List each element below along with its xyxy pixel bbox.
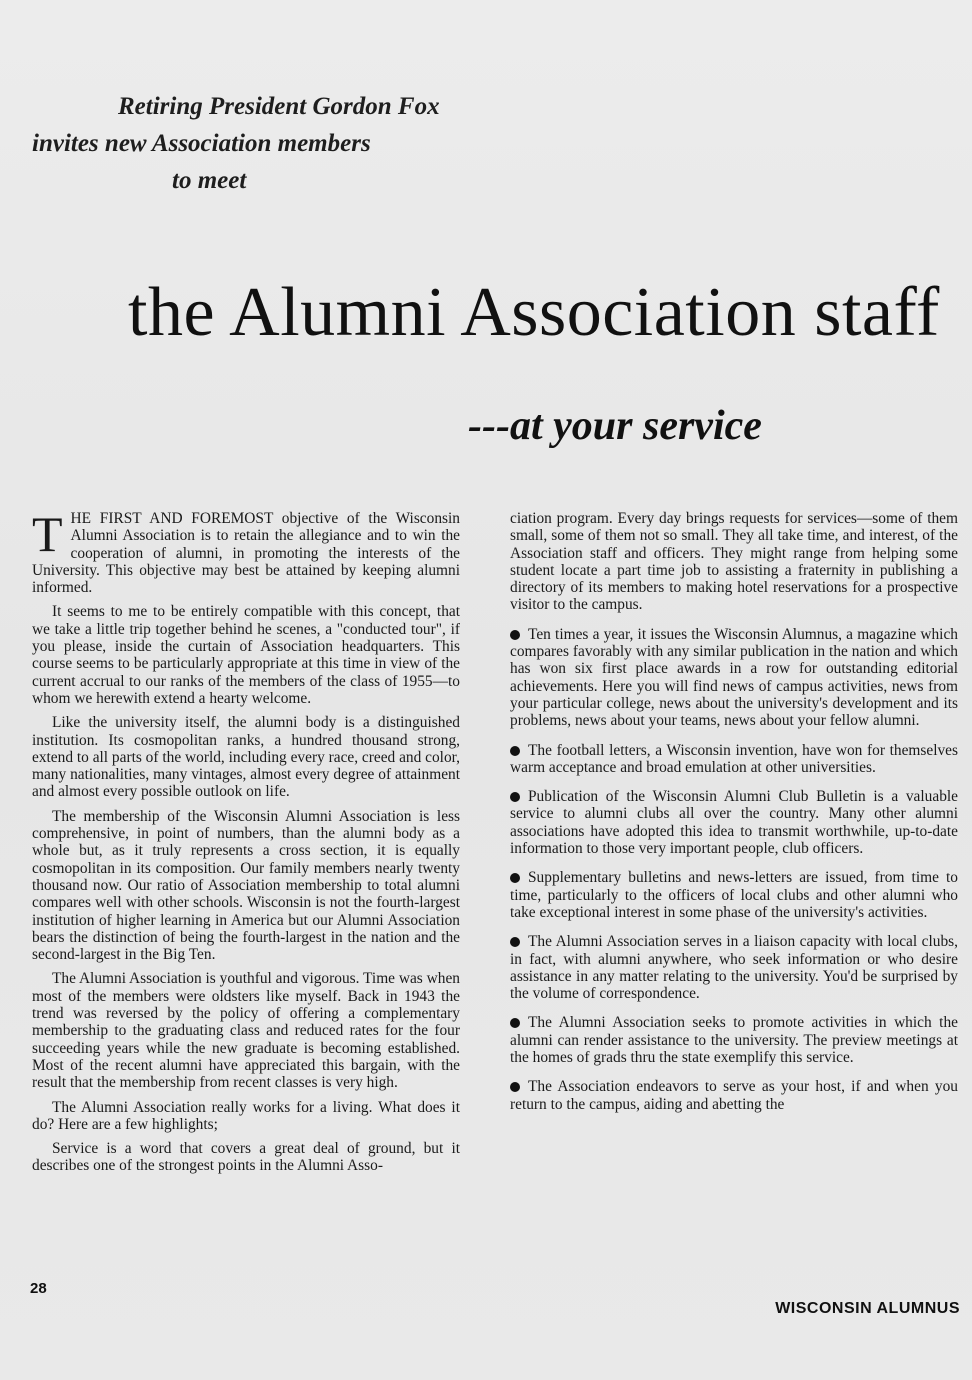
bullet-item: Ten times a year, it issues the Wisconsin Alumnus, a magazine which compares favorably with any similar publication in the nation and which has won six first place awards in a row for outstanding editorial achievements. Here you will find news of campus activities, news from your particular college, news about the university's development and its problems, news about your teams, news about your fellow alumni. bbox=[510, 625, 958, 730]
bullet-item: The Alumni Association seeks to promote activities in which the alumni can render assistance to the university. The preview meetings at the homes of grads thru the state exemplify this service. bbox=[510, 1014, 958, 1067]
bullet-icon bbox=[510, 873, 520, 883]
paragraph: Like the university itself, the alumni body is a distinguished institution. Its cosmopolitan ranks, a hundred thousand strong, extend to all parts of the world, including every race, creed and color, many nationalities, many vintages, almost every degree of attainment and almost every possible outlook on life. bbox=[32, 714, 461, 801]
bullet-icon bbox=[510, 630, 520, 640]
intro-line-2: invites new Association members bbox=[32, 130, 371, 157]
paragraph: The Alumni Association is youthful and vigorous. Time was when most of the members were oldsters like myself. Back in 1943 the trend was reversed by the policy of offering a complementary membership to the graduating class and reduced rates for the four succeeding years while the new graduate is becoming established. Most of the recent alumni have appreciated this bargain, with the result that the membership from recent classes is very high. bbox=[32, 970, 460, 1092]
paragraph: It seems to me to be entirely compatible with this concept, that we take a little trip together behind he scenes, a "conducted tour", if you please, inside the curtain of Association headquarters. This course seems to be particularly appropriate at this time in view of the current accrual to our ranks of the members of the class of 1955—to whom we herewith extend a hearty welcome. bbox=[32, 603, 460, 707]
paragraph: ciation program. Every day brings requests for services—some of them small, some of them not so small. They all take time, and interest, of the Association staff and officers. They might range from helping some student locate a part time job to assisting a fraternity in publishing a directory of its members to making hotel reservations for a prospective visitor to the campus. bbox=[510, 510, 958, 614]
right-column bbox=[510, 510, 958, 1125]
bullet-item: The football letters, a Wisconsin invention, have won for themselves warm acceptance and broad emulation at other universities. bbox=[510, 741, 958, 776]
bullet-item: Publication of the Wisconsin Alumni Club Bulletin is a valuable service to alumni clubs all over the country. Many other alumni associations have adopted this idea to transmit worthwhile, up-to-date information to those very important people, club officers. bbox=[510, 788, 958, 858]
bullet-icon bbox=[510, 1082, 520, 1092]
intro-line-3: to meet bbox=[172, 167, 247, 194]
intro-heading bbox=[30, 88, 440, 199]
bullet-icon bbox=[510, 746, 520, 756]
paragraph: Service is a word that covers a great deal of ground, but it describes one of the strongest points in the Alumni Asso- bbox=[32, 1140, 460, 1175]
page-number: 28 bbox=[30, 1280, 47, 1297]
bullet-icon bbox=[510, 937, 520, 947]
paragraph: The membership of the Wisconsin Alumni Association is less comprehensive, in point of numbers, than the alumni body as a whole but, as it truly represents a cross section, it is equally cosmopolitan in its composition. Our family members nearly twenty thousand now. Our ratio of Association membership to total alumni compares well with other schools. Wisconsin is not the fourth-largest institution of higher learning in America but our Alumni Association bears the distinction of being the fourth-largest in the nation and the second-largest in the Big Ten. bbox=[32, 807, 460, 964]
magazine-name: WISCONSIN ALUMNUS bbox=[775, 1300, 960, 1317]
intro-line-1: Retiring President Gordon Fox bbox=[118, 93, 440, 120]
page-title: the Alumni Association staff bbox=[128, 274, 940, 351]
paragraph: The Alumni Association really works for a living. What does it do? Here are a few highlights; bbox=[32, 1098, 460, 1133]
bullet-item: Supplementary bulletins and news-letters are issued, from time to time, particularly to the officers of local clubs and other alumni who take exceptional interest in some phase of the university's activities. bbox=[510, 869, 958, 921]
paragraph: THE FIRST AND FOREMOST objective of the Wisconsin Alumni Association is to retain the allegiance and to win the cooperation of alumni, in promoting the interests of the University. This objective may best be attained by keeping alumni informed. bbox=[32, 506, 460, 597]
bullet-icon bbox=[510, 792, 520, 802]
bullet-item: The Association endeavors to serve as your host, if and when you return to the campus, aiding and abetting the bbox=[510, 1078, 958, 1113]
page-subtitle: ---at your service bbox=[468, 403, 762, 449]
left-column bbox=[32, 506, 461, 1182]
drop-cap: T bbox=[32, 506, 63, 562]
bullet-icon bbox=[510, 1018, 520, 1028]
bullet-item: The Alumni Association serves in a liaison capacity with local clubs, in fact, with alumni anywhere, who seek information or who desire assistance in any matter relating to the university. You'd be surprised by the volume of correspondence. bbox=[510, 933, 958, 1003]
